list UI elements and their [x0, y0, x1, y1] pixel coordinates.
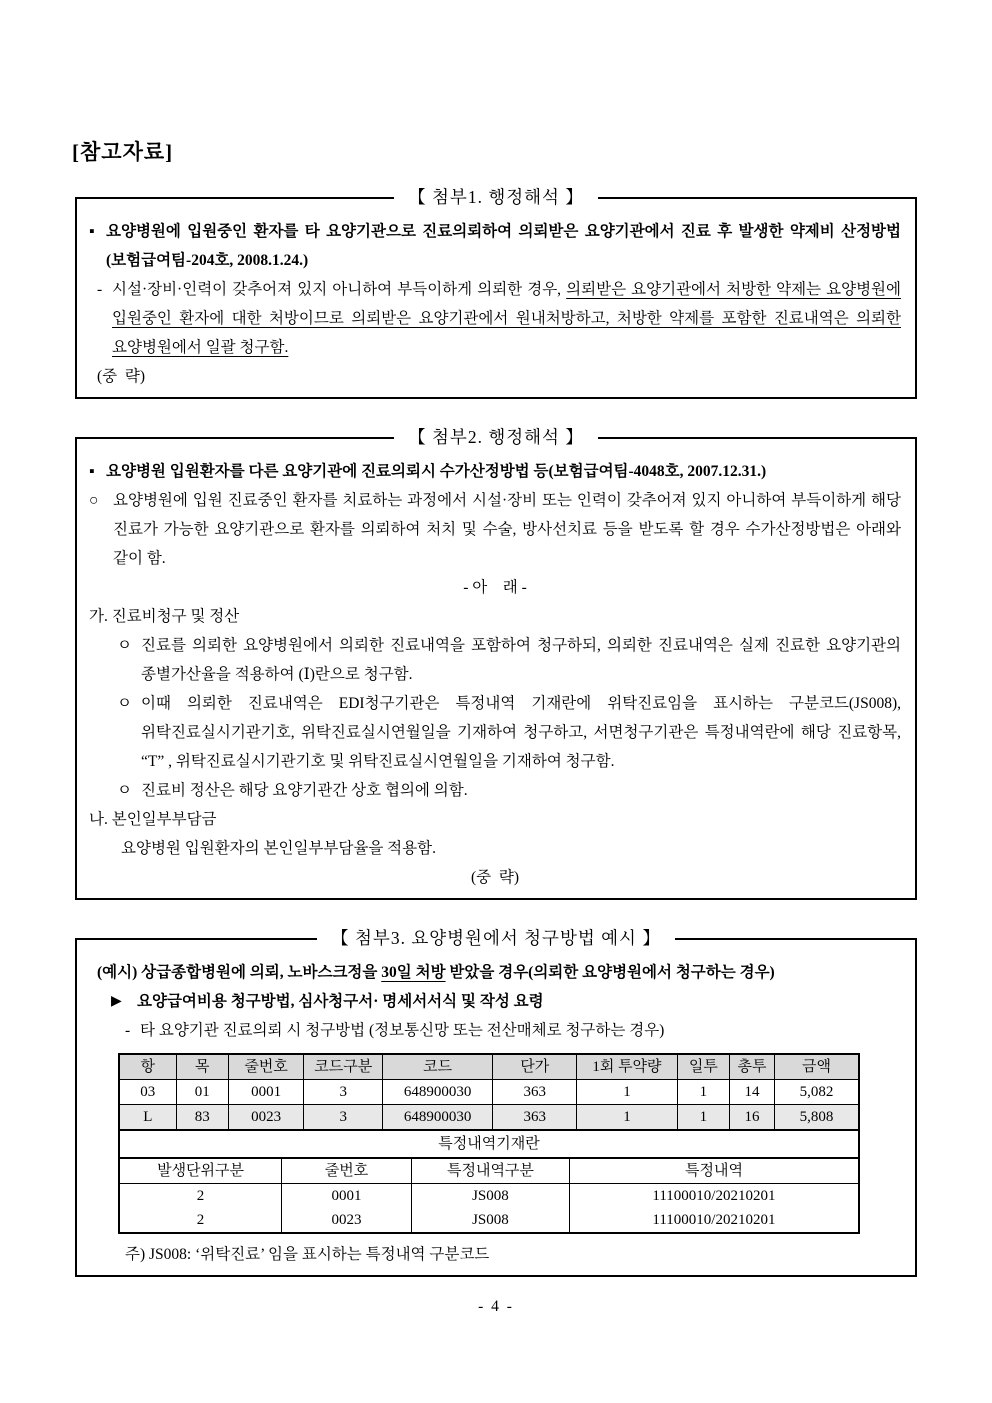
- annex2-sub1-paragraph: [117, 631, 901, 689]
- table-row: [120, 1105, 858, 1130]
- table-row: [120, 1080, 858, 1105]
- table-cell: 03: [120, 1080, 176, 1105]
- annex3-footnote: 주) JS008: ‘위탁진료’ 임을 표시하는 특정내역 구분코드: [125, 1246, 490, 1263]
- table-cell: L: [120, 1105, 176, 1130]
- table-cell: 11100010/20210201: [569, 1208, 858, 1232]
- annex3-arrow-line: [111, 987, 901, 1016]
- dash-bullet-icon: -: [97, 281, 103, 298]
- sub-bullet-icon: ㅇ: [117, 637, 132, 654]
- table-cell: 5,808: [775, 1105, 858, 1130]
- table-cell: 363: [493, 1105, 577, 1130]
- annex1-box: [75, 187, 917, 399]
- page-title: [참고자료]: [72, 140, 174, 164]
- annex3-dash-text: 타 요양기관 진료의뢰 시 청구방법 (정보통신망 또는 전산매체로 청구하는 경우): [140, 1022, 665, 1039]
- page-number: - 4 -: [478, 1298, 514, 1315]
- table-cell: 648900030: [383, 1105, 493, 1130]
- column-header: 특정내역구분: [411, 1159, 569, 1184]
- annex2-circle-paragraph: [89, 486, 901, 573]
- column-header: 단가: [493, 1055, 577, 1080]
- annex3-example-suffix: 받았을 경우(의뢰한 요양병원에서 청구하는 경우): [445, 964, 775, 981]
- column-header: 항: [120, 1055, 176, 1080]
- annex2-sub3-text: 진료비 정산은 해당 요양기관간 상호 협의에 의함.: [141, 782, 468, 799]
- table-cell: 5,082: [775, 1080, 858, 1105]
- column-header: 1회 투약량: [577, 1055, 677, 1080]
- table-cell: JS008: [411, 1184, 569, 1209]
- table-cell: 1: [677, 1080, 729, 1105]
- annex3-box: [75, 928, 917, 1277]
- annex1-legend: [77, 183, 915, 213]
- annex2-na-text: 요양병원 입원환자의 본인일부부담율을 적용함.: [121, 840, 436, 857]
- column-header: 금액: [775, 1055, 858, 1080]
- table-row: [120, 1208, 858, 1232]
- column-header: 줄번호: [282, 1159, 412, 1184]
- annex3-legend-text: 【 첨부3. 요양병원에서 청구방법 예시 】: [317, 928, 675, 948]
- annex1-dash-prefix: 시설·장비·인력이 갖추어져 있지 아니하여 부득이하게 의뢰한 경우,: [112, 281, 567, 298]
- table-cell: 83: [176, 1105, 228, 1130]
- table-header-row: [120, 1055, 858, 1080]
- table-cell: 3: [304, 1080, 383, 1105]
- table-section-title: 특정내역기재란: [120, 1129, 858, 1159]
- annex2-item-na: 나. 본인일부부담금: [89, 811, 217, 828]
- annex3-example-prefix: (예시) 상급종합병원에 의뢰, 노바스크정을: [97, 964, 382, 981]
- annex2-circle-text: 요양병원에 입원 진료중인 환자를 치료하는 과정에서 시설·장비 또는 인력이 갖추어져 있지 아니하여 부득이하게 해당 진료가 가능한 요양기관으로 환자를 의뢰하여 처치 및 수술, 방사선치료 등을 받도록 할 경우 수가산정방법은 아래와 같이 함.: [113, 492, 901, 567]
- column-header: 코드구분: [304, 1055, 383, 1080]
- square-bullet-icon: ▪: [89, 223, 95, 240]
- table-cell: 1: [677, 1105, 729, 1130]
- column-header: 줄번호: [228, 1055, 303, 1080]
- table-header-row: [120, 1159, 858, 1184]
- column-header: 특정내역: [569, 1159, 858, 1184]
- annex2-legend: [77, 423, 915, 453]
- claim-table-items: [120, 1055, 858, 1129]
- annex2-omitted-label: (중 략): [470, 869, 520, 886]
- annex3-dash-line: [125, 1016, 901, 1045]
- annex1-dash-paragraph: [97, 275, 901, 362]
- annex3-example-line: [97, 958, 901, 987]
- annex2-sub1-text: 진료를 의뢰한 요양병원에서 의뢰한 진료내역을 포함하여 청구하되, 의뢰한 진료내역은 실제 진료한 요양기관의 종별가산율을 적용하여 (Ⅰ)란으로 청구함.: [141, 637, 901, 683]
- annex2-sub3-paragraph: [117, 776, 901, 805]
- sub-bullet-icon: ㅇ: [117, 695, 132, 712]
- table-cell: JS008: [411, 1208, 569, 1232]
- annex2-bullet-paragraph: [89, 457, 901, 486]
- annex2-item-ga: 가. 진료비청구 및 정산: [89, 608, 240, 625]
- claim-table-details: [120, 1159, 858, 1232]
- claim-example-table: [118, 1053, 860, 1234]
- column-header: 목: [176, 1055, 228, 1080]
- table-cell: 2: [120, 1184, 282, 1209]
- table-cell: 1: [577, 1105, 677, 1130]
- table-cell: 11100010/20210201: [569, 1184, 858, 1209]
- annex2-sub2-paragraph: [117, 689, 901, 776]
- table-cell: 648900030: [383, 1080, 493, 1105]
- annex1-dash-text: [112, 275, 901, 362]
- column-header: 총투: [730, 1055, 775, 1080]
- annex1-legend-text: 【 첨부1. 행정해석 】: [394, 187, 598, 207]
- square-bullet-icon: ▪: [89, 463, 95, 480]
- annex2-bullet-text: 요양병원 입원환자를 다른 요양기관에 진료의뢰시 수가산정방법 등(보험급여팀-4048호, 2007.12.31.): [106, 463, 767, 480]
- annex2-sub2-text: 이때 의뢰한 진료내역은 EDI청구기관은 특정내역 기재란에 위탁진료임을 표시하는 구분코드(JS008), 위탁진료실시기관기호, 위탁진료실시연월일을 기재하여 청구하고, 서면청구기관은 특정내역란에 해당 진료항목, “T” , 위탁진료실시기관기호 및 위탁진료실시연월일을 기재하여 청구함.: [141, 695, 901, 770]
- annex2-legend-text: 【 첨부2. 행정해석 】: [394, 427, 598, 447]
- annex3-legend: [77, 924, 915, 954]
- table-cell: 0023: [282, 1208, 412, 1232]
- annex1-bullet-paragraph: [89, 217, 901, 275]
- column-header: 코드: [383, 1055, 493, 1080]
- table-cell: 16: [730, 1105, 775, 1130]
- annex2-box: [75, 427, 917, 900]
- table-cell: 1: [577, 1080, 677, 1105]
- annex2-below-heading: - 아 래 -: [463, 579, 527, 596]
- circle-bullet-icon: ○: [89, 492, 99, 509]
- table-cell: 01: [176, 1080, 228, 1105]
- annex1-dash-underlined: 의뢰받은 요양기관에서 처방한 약제는 요양병원에 입원중인 환자에 대한 처방이므로 의뢰받은 요양기관에서 원내처방하고, 처방한 약제를 포함한 진료내역은 의뢰한 요양병원에서 일괄 청구함.: [112, 281, 901, 356]
- table-row: [120, 1184, 858, 1209]
- annex3-arrow-text: 요양급여비용 청구방법, 심사청구서· 명세서서식 및 작성 요령: [137, 993, 544, 1010]
- column-header: 발생단위구분: [120, 1159, 282, 1184]
- annex1-bullet-text: 요양병원에 입원중인 환자를 타 요양기관으로 진료의뢰하여 의뢰받은 요양기관에서 진료 후 발생한 약제비 산정방법(보험급여팀-204호, 2008.1.24.): [106, 223, 901, 269]
- annex3-example-underlined: 30일 처방: [381, 964, 446, 981]
- column-header: 일투: [677, 1055, 729, 1080]
- table-cell: 0023: [228, 1105, 303, 1130]
- table-cell: 0001: [282, 1184, 412, 1209]
- annex1-omitted-label: (중 략): [97, 368, 146, 385]
- dash-bullet-icon: -: [125, 1022, 131, 1039]
- table-cell: 14: [730, 1080, 775, 1105]
- arrow-bullet-icon: ▶: [111, 994, 122, 1009]
- table-cell: 3: [304, 1105, 383, 1130]
- table-cell: 0001: [228, 1080, 303, 1105]
- table-cell: 2: [120, 1208, 282, 1232]
- table-cell: 363: [493, 1080, 577, 1105]
- sub-bullet-icon: ㅇ: [117, 782, 132, 799]
